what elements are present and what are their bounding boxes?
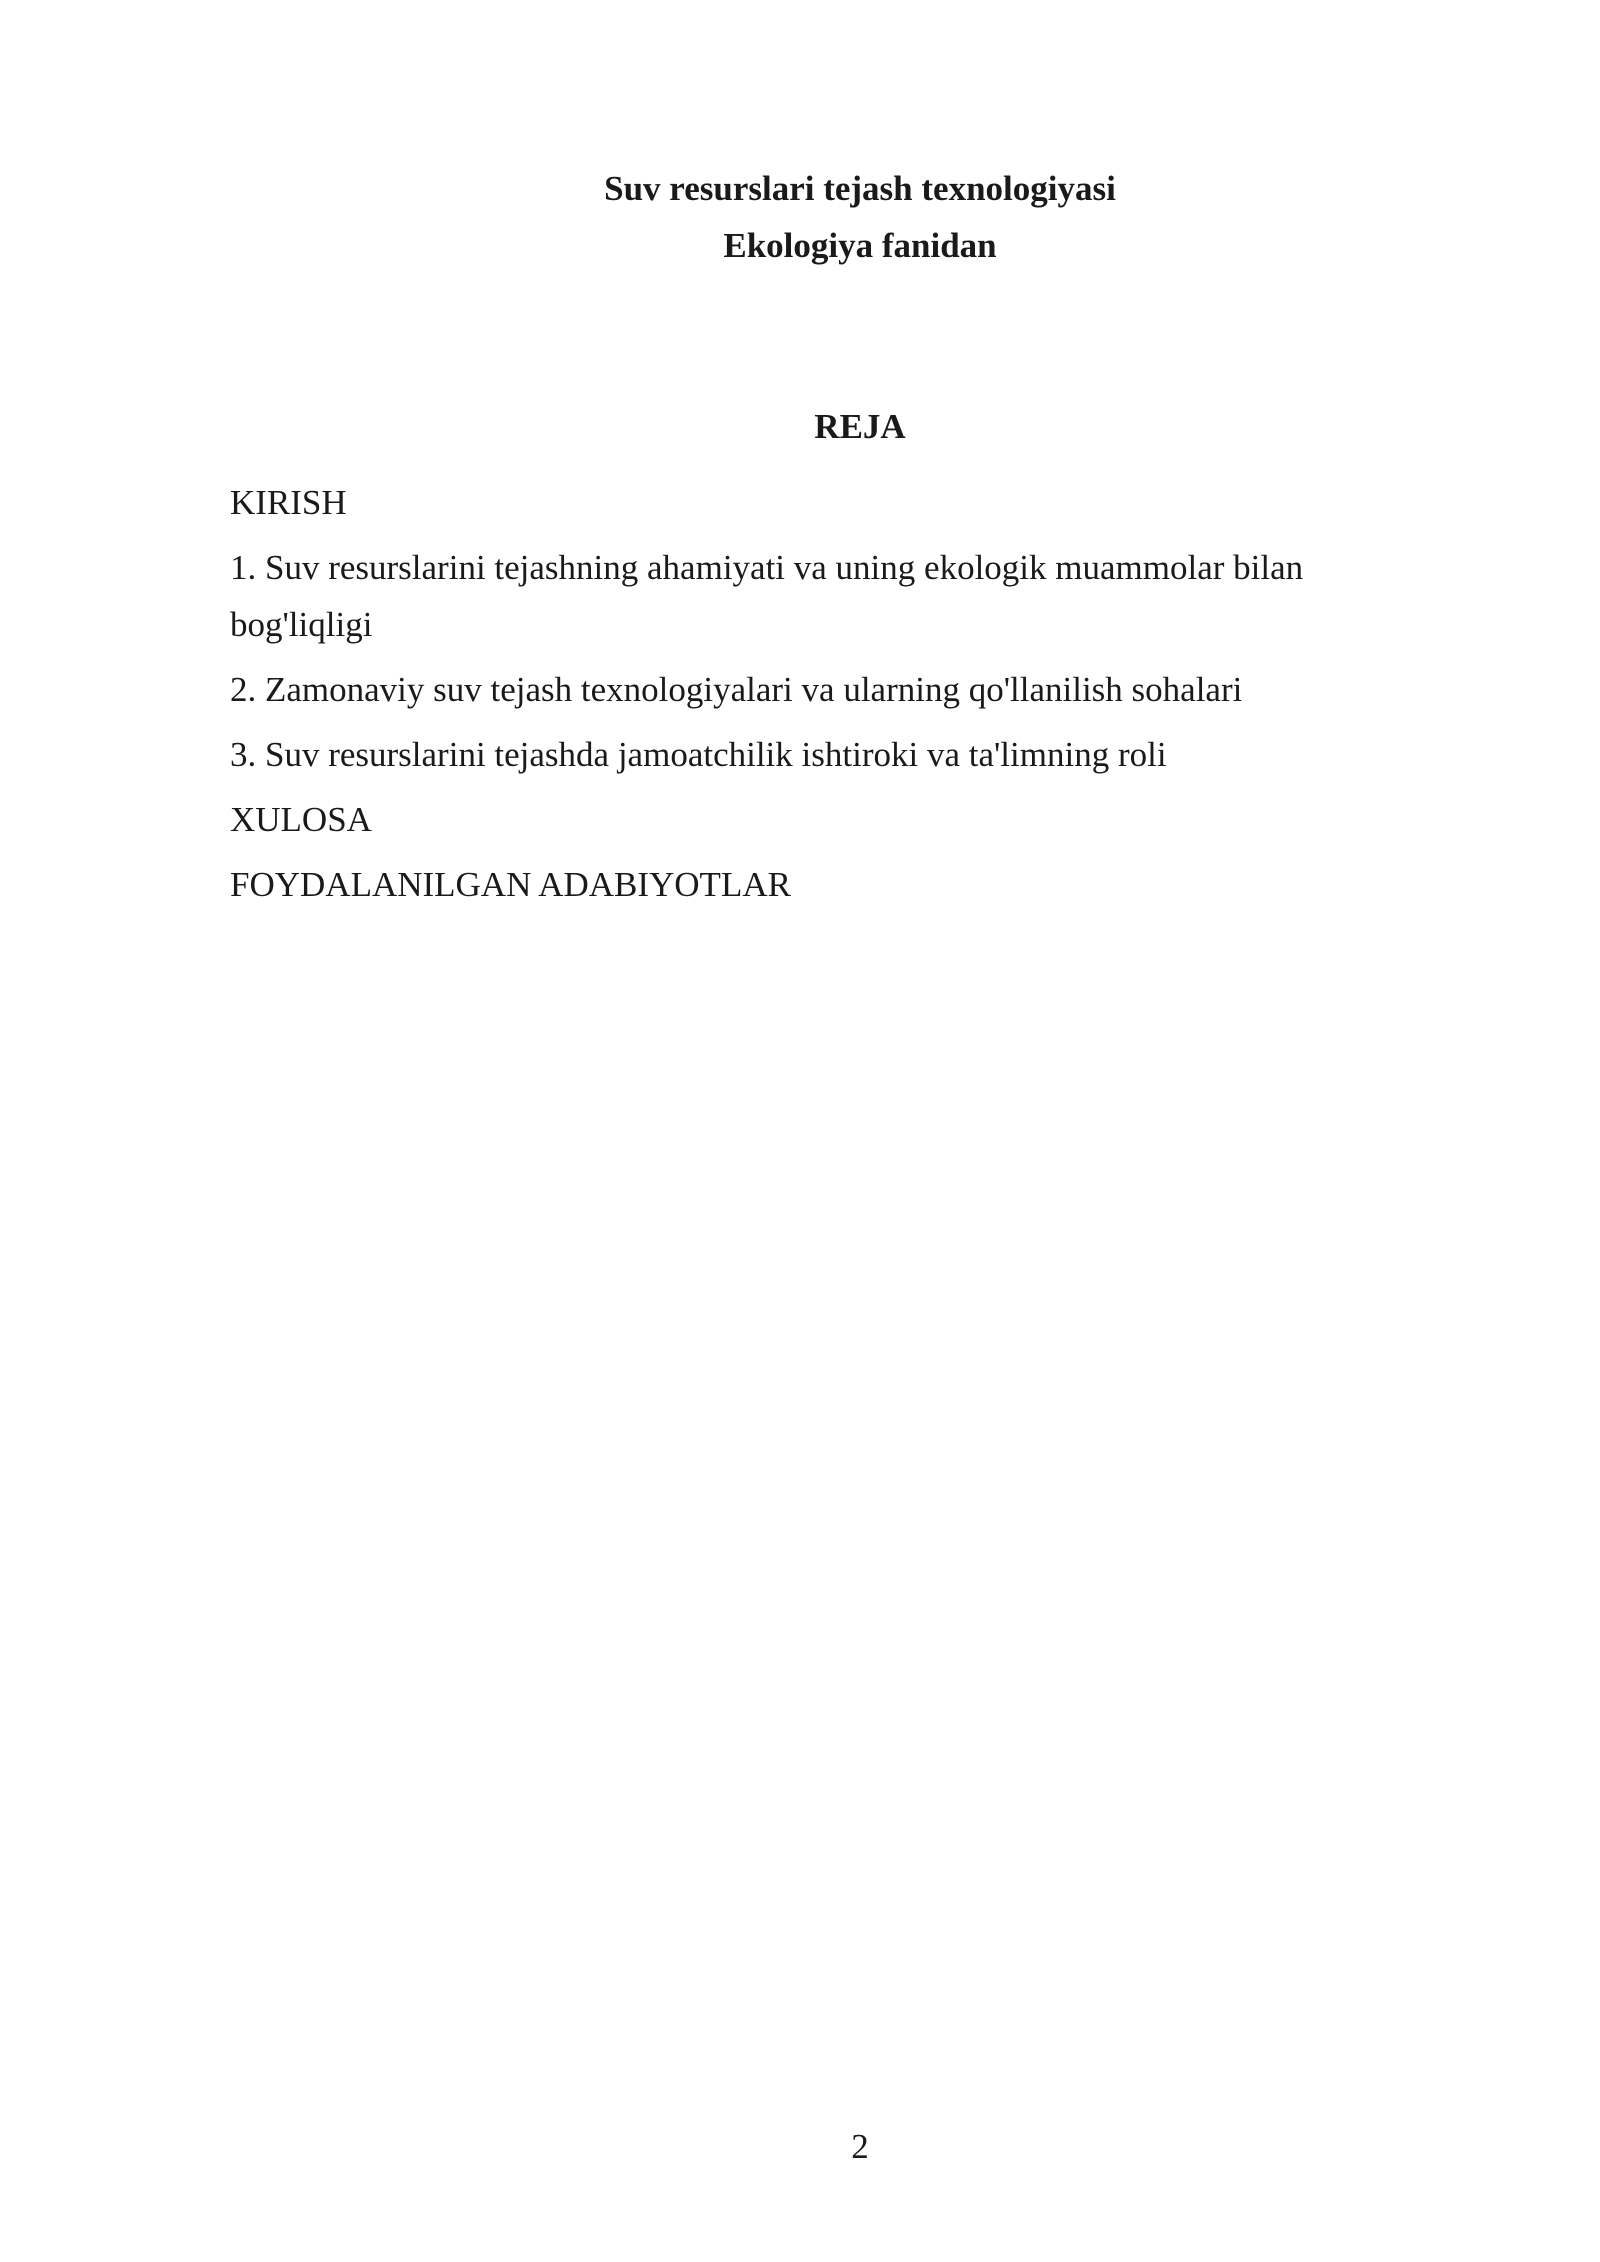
plan-item-2: 2. Zamonaviy suv tejash texnologiyalari va ularning qo'llanilish sohalari bbox=[230, 670, 1243, 709]
plan-item-conclusion: XULOSA bbox=[230, 800, 372, 839]
page-number: 2 bbox=[851, 2127, 869, 2166]
plan-item-references: FOYDALANILGAN ADABIYOTLAR bbox=[230, 865, 791, 904]
plan-heading: REJA bbox=[814, 407, 906, 446]
plan-item-3: 3. Suv resurslarini tejashda jamoatchilik ishtiroki va ta'limning roli bbox=[230, 735, 1167, 774]
document-title: Suv resurslari tejash texnologiyasi bbox=[604, 169, 1116, 208]
plan-item-introduction: KIRISH bbox=[230, 483, 347, 522]
title-block bbox=[200, 160, 1520, 274]
document-subtitle: Ekologiya fanidan bbox=[723, 226, 997, 265]
plan-list bbox=[230, 474, 1410, 921]
plan-item-1: 1. Suv resurslarini tejashning ahamiyati va uning ekologik muammolar bilan bog'liqligi bbox=[230, 548, 1304, 644]
